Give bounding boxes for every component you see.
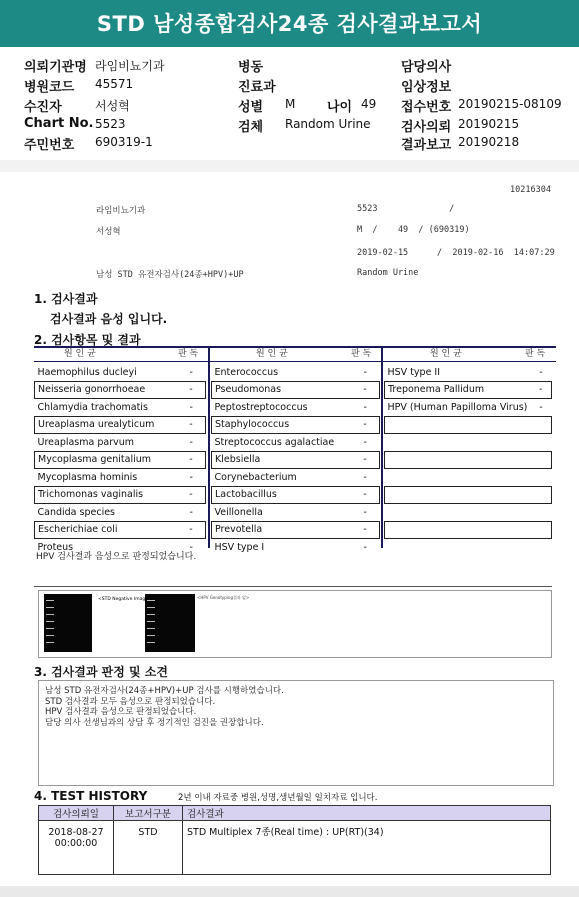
result-row xyxy=(212,434,380,452)
ward-label: 병동 xyxy=(238,60,264,75)
pathogen-result: - xyxy=(539,366,543,378)
pathogen-result xyxy=(530,539,551,556)
result-row xyxy=(35,504,206,522)
history-row xyxy=(39,821,551,875)
result-row xyxy=(385,486,552,504)
gel-band xyxy=(147,628,155,629)
institution-value: 라임비뇨기과 xyxy=(95,59,165,73)
gel-electrophoresis-image xyxy=(38,590,552,658)
pathogen-name xyxy=(385,521,531,539)
result-row xyxy=(385,416,552,434)
result-row xyxy=(385,434,552,452)
gel-band xyxy=(147,621,155,622)
section-1-title: 1. 검사결과 xyxy=(34,292,98,306)
column-divider-1 xyxy=(208,346,210,548)
result-row xyxy=(35,399,206,417)
receipt-no-label: 접수번호 xyxy=(401,100,452,115)
result-row xyxy=(385,364,552,381)
sheet-institution: 라임비뇨기과 xyxy=(96,206,146,216)
pathogen-result: - xyxy=(363,506,367,518)
sheet-date-to: / 2019-02-16 14:07:29 xyxy=(437,248,555,258)
sheet-chart-no: 5523 / xyxy=(357,204,455,214)
gel-lane-image-2 xyxy=(145,594,195,652)
results-column-1 xyxy=(34,364,206,556)
pathogen-name: Haemophilus ducleyi xyxy=(37,366,137,378)
section-4-title: 4. TEST HISTORY xyxy=(34,789,148,803)
pathogen-name xyxy=(385,486,531,504)
result-row xyxy=(385,399,552,417)
pathogen-result: - xyxy=(189,506,193,518)
hospital-code-label: 병원코드 xyxy=(24,80,75,95)
gel-band xyxy=(147,614,155,615)
pathogen-result xyxy=(530,521,551,539)
opinion-line-1: 남성 STD 유전자검사(24종+HPV)+UP 검사를 시행하였습니다. xyxy=(45,686,284,696)
gel-band xyxy=(46,642,54,643)
pathogen-name: Neisseria gonorrhoeae xyxy=(35,381,178,399)
opinion-line-2: STD 검사결과 모두 음성으로 판정되었습니다. xyxy=(45,696,216,707)
resident-no-value: 690319-1 xyxy=(95,135,153,149)
gel-band xyxy=(147,635,155,636)
pathogen-name: Pseudomonas xyxy=(212,381,352,399)
result-row xyxy=(212,504,380,522)
pathogen-name: HPV (Human Papilloma Virus) xyxy=(387,401,528,413)
pathogen-result: - xyxy=(189,436,193,448)
report-title: STD 남성종합검사24종 검사결과보고서 xyxy=(0,0,579,47)
pathogen-result: - xyxy=(189,541,193,553)
specimen-label: 검체 xyxy=(238,120,264,135)
sheet-specimen: Random Urine xyxy=(357,268,419,278)
history-header-result: 검사결과 xyxy=(183,806,551,821)
request-date-label: 검사의뢰 xyxy=(401,120,452,135)
hpv-note: HPV 검사결과 음성으로 판정되었습니다. xyxy=(36,552,197,562)
receipt-no-value: 20190215-08109 xyxy=(458,97,562,111)
pathogen-name: Staphylococcus xyxy=(212,416,352,434)
result-row xyxy=(35,416,206,434)
request-date-value: 20190215 xyxy=(458,117,520,131)
result-row xyxy=(35,364,206,381)
result-row xyxy=(212,451,380,469)
history-note: 2년 이내 자료중 병원,성명,생년월일 일치자료 입니다. xyxy=(178,793,378,803)
result-row xyxy=(385,521,552,539)
gel-band xyxy=(46,614,54,615)
result-row xyxy=(35,381,206,399)
sheet-test-name: 남성 STD 유전자검사(24종+HPV)+UP xyxy=(96,270,244,280)
result-row xyxy=(385,504,552,522)
opinion-box xyxy=(38,680,554,786)
result-row xyxy=(212,521,380,539)
patient-value: 서성혁 xyxy=(95,99,130,113)
clinical-info-label: 임상정보 xyxy=(401,80,452,95)
result-row xyxy=(212,539,380,556)
pathogen-result xyxy=(530,416,551,434)
chart-no-label: Chart No. xyxy=(24,116,94,131)
sheet-sex-age: M / 49 / (690319) xyxy=(357,225,470,235)
page-bottom-bar xyxy=(0,886,579,897)
pathogen-name xyxy=(385,539,531,556)
pathogen-result: - xyxy=(189,366,193,378)
report-date-label: 결과보고 xyxy=(401,138,452,153)
result-row xyxy=(212,364,380,381)
history-result: STD Multiplex 7종(Real time) : UP(RT)(34) xyxy=(183,821,551,875)
result-row xyxy=(212,399,380,417)
result-row xyxy=(212,469,380,487)
pathogen-name: Streptococcus agalactiae xyxy=(214,436,335,448)
pathogen-name: Candida species xyxy=(37,506,115,518)
col1-pathogen-header: 원 인 균 xyxy=(64,349,96,359)
pathogen-result: - xyxy=(363,541,367,553)
pathogen-result: - xyxy=(351,381,380,399)
history-time: 00:00:00 xyxy=(54,838,98,849)
section-3-title: 3. 검사결과 판정 및 소견 xyxy=(34,665,168,679)
history-date: 2018-08-27 xyxy=(48,827,104,838)
institution-label: 의뢰기관명 xyxy=(24,60,87,75)
result-row xyxy=(212,486,380,504)
section-divider xyxy=(0,160,579,172)
document-number: 10216304 xyxy=(510,185,551,195)
pathogen-result: - xyxy=(177,521,206,539)
specimen-value: Random Urine xyxy=(285,117,371,131)
gel-band xyxy=(46,607,54,608)
pathogen-result: - xyxy=(177,381,206,399)
sheet-patient-name: 서성혁 xyxy=(96,227,121,237)
gel-top-rule xyxy=(34,586,552,587)
report-date-value: 20190218 xyxy=(458,135,520,149)
test-history-table xyxy=(38,805,551,875)
opinion-line-4: 담당 의사 선생님과의 상담 후 정기적인 검진을 권장합니다. xyxy=(45,717,264,728)
table-top-rule xyxy=(34,346,556,348)
pathogen-name: Trichomonas vaginalis xyxy=(35,486,178,504)
pathogen-result: - xyxy=(351,451,380,469)
header-bottom-rule xyxy=(34,361,556,362)
result-row xyxy=(35,434,206,452)
department-label: 진료과 xyxy=(238,80,276,95)
hospital-code-value: 45571 xyxy=(95,77,134,91)
pathogen-name: Veillonella xyxy=(214,506,263,518)
pathogen-result: - xyxy=(530,381,551,399)
pathogen-result: - xyxy=(189,401,193,413)
pathogen-result xyxy=(530,504,551,522)
result-row xyxy=(35,521,206,539)
result-row xyxy=(35,486,206,504)
pathogen-name: Prevotella xyxy=(212,521,352,539)
pathogen-result xyxy=(530,434,551,452)
results-column-2 xyxy=(211,364,380,556)
patient-label: 수진자 xyxy=(24,100,62,115)
pathogen-name: Chlamydia trachomatis xyxy=(37,401,148,413)
history-header-date: 검사의뢰일 xyxy=(39,806,114,821)
pathogen-result: - xyxy=(363,366,367,378)
pathogen-result: - xyxy=(351,486,380,504)
pathogen-result: - xyxy=(177,416,206,434)
report-header xyxy=(0,50,579,162)
history-type: STD xyxy=(114,821,183,875)
pathogen-name: Corynebacterium xyxy=(214,471,297,483)
pathogen-name xyxy=(385,451,531,469)
pathogen-name: Escherichiae coli xyxy=(35,521,178,539)
age-label: 나이 xyxy=(327,100,353,115)
chart-no-value: 5523 xyxy=(95,117,126,131)
pathogen-result xyxy=(530,486,551,504)
gel-band xyxy=(46,600,54,601)
pathogen-result: - xyxy=(351,521,380,539)
sex-value: M xyxy=(285,97,296,111)
col3-result-header: 판 독 xyxy=(525,349,546,359)
pathogen-result: - xyxy=(363,436,367,448)
opinion-line-3: HPV 검사결과 음성으로 판정되었습니다. xyxy=(45,707,197,717)
pathogen-name: Klebsiella xyxy=(212,451,352,469)
pathogen-name xyxy=(385,469,531,487)
pathogen-name: Peptostreptococcus xyxy=(214,401,308,413)
history-date-cell xyxy=(39,821,114,875)
result-row xyxy=(35,469,206,487)
pathogen-result: - xyxy=(539,401,543,413)
result-row xyxy=(212,381,380,399)
sheet-date-from: 2019-02-15 xyxy=(357,248,409,258)
result-row xyxy=(385,381,552,399)
col1-result-header: 판 독 xyxy=(178,349,199,359)
pathogen-result: - xyxy=(177,451,206,469)
pathogen-name xyxy=(385,434,531,452)
pathogen-name: Lactobacillus xyxy=(212,486,352,504)
pathogen-result xyxy=(530,451,551,469)
pathogen-name xyxy=(385,416,531,434)
pathogen-result: - xyxy=(363,471,367,483)
sex-label: 성별 xyxy=(238,100,264,115)
pathogen-name: Ureaplasma parvum xyxy=(37,436,135,448)
pathogen-name: HSV type I xyxy=(214,541,265,553)
gel-band xyxy=(46,621,54,622)
result-row xyxy=(385,469,552,487)
results-column-3 xyxy=(384,364,552,556)
pathogen-name xyxy=(385,504,531,522)
pathogen-result: - xyxy=(363,401,367,413)
pathogen-result: - xyxy=(189,471,193,483)
result-row xyxy=(212,416,380,434)
pathogen-result xyxy=(530,469,551,487)
result-row xyxy=(385,451,552,469)
gel-caption-negative: <STD Negative Image> xyxy=(98,597,152,602)
pathogen-result: - xyxy=(177,486,206,504)
pathogen-name: Treponema Pallidum xyxy=(385,381,531,399)
pathogen-name: Mycoplasma genitalium xyxy=(35,451,178,469)
pathogen-result: - xyxy=(351,416,380,434)
result-row xyxy=(35,451,206,469)
pathogen-name: Ureaplasma urealyticum xyxy=(35,416,178,434)
section-2-title: 2. 검사항목 및 결과 xyxy=(34,333,141,347)
col2-result-header: 판 독 xyxy=(351,349,372,359)
pathogen-name: HSV type II xyxy=(387,366,441,378)
age-value: 49 xyxy=(361,97,377,111)
pathogen-name: Mycoplasma hominis xyxy=(37,471,138,483)
column-divider-2 xyxy=(381,346,383,548)
gel-lane-image-1 xyxy=(44,594,92,652)
result-row xyxy=(385,539,552,556)
pathogen-name: Proteus xyxy=(37,541,74,553)
gel-band xyxy=(46,635,54,636)
overall-result: 검사결과 음성 입니다. xyxy=(50,312,168,326)
gel-band xyxy=(147,642,155,643)
resident-no-label: 주민번호 xyxy=(24,138,75,153)
gel-band xyxy=(147,607,155,608)
doctor-label: 담당의사 xyxy=(401,60,452,75)
col3-pathogen-header: 원 인 균 xyxy=(430,349,462,359)
history-header-type: 보고서구분 xyxy=(114,806,183,821)
col2-pathogen-header: 원 인 균 xyxy=(256,349,288,359)
gel-caption-hpv: <HPV Genotyping결과 없> xyxy=(197,595,250,600)
gel-band xyxy=(46,628,54,629)
pathogen-name: Enterococcus xyxy=(214,366,279,378)
